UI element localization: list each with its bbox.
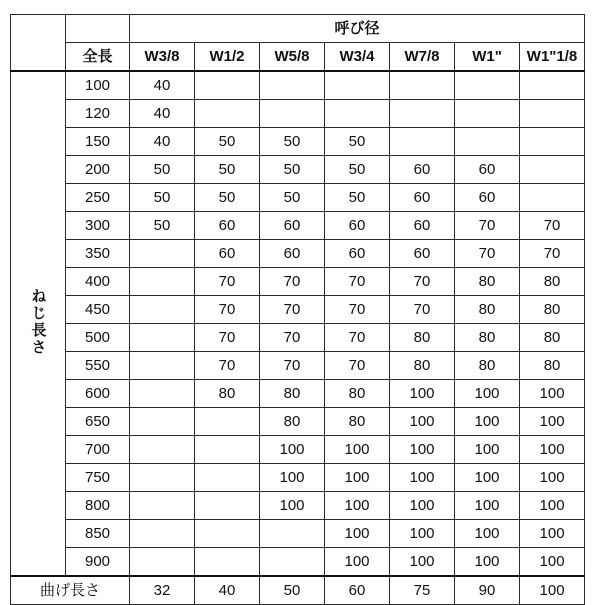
value-cell: 100	[390, 464, 455, 492]
value-cell: 70	[325, 296, 390, 324]
value-cell: 100	[455, 548, 520, 577]
value-cell	[520, 184, 585, 212]
length-cell: 300	[66, 212, 130, 240]
column-header: W3/8	[130, 43, 195, 72]
value-cell: 100	[455, 408, 520, 436]
column-header: W1"	[455, 43, 520, 72]
value-cell: 100	[325, 464, 390, 492]
value-cell: 40	[130, 71, 195, 100]
value-cell: 70	[520, 240, 585, 268]
length-cell: 100	[66, 71, 130, 100]
table-row	[11, 464, 585, 492]
value-cell: 80	[390, 324, 455, 352]
length-cell: 250	[66, 184, 130, 212]
value-cell: 70	[325, 324, 390, 352]
value-cell	[130, 296, 195, 324]
value-cell	[455, 100, 520, 128]
table-row	[11, 156, 585, 184]
value-cell	[260, 100, 325, 128]
value-cell: 100	[520, 548, 585, 577]
value-cell	[130, 520, 195, 548]
column-header: W1/2	[195, 43, 260, 72]
value-cell: 40	[130, 100, 195, 128]
value-cell	[130, 268, 195, 296]
value-cell: 80	[260, 380, 325, 408]
value-cell: 100	[520, 464, 585, 492]
value-cell: 50	[130, 212, 195, 240]
value-cell: 80	[520, 352, 585, 380]
length-cell: 650	[66, 408, 130, 436]
value-cell: 50	[195, 156, 260, 184]
value-cell: 70	[260, 324, 325, 352]
value-cell	[455, 128, 520, 156]
length-cell: 900	[66, 548, 130, 577]
table-row	[11, 212, 585, 240]
header-row-group	[11, 15, 585, 43]
value-cell: 100	[390, 408, 455, 436]
length-cell: 550	[66, 352, 130, 380]
value-cell: 70	[195, 324, 260, 352]
value-cell	[195, 520, 260, 548]
column-header: W5/8	[260, 43, 325, 72]
value-cell	[325, 100, 390, 128]
table-row	[11, 520, 585, 548]
length-cell: 120	[66, 100, 130, 128]
value-cell: 60	[325, 240, 390, 268]
value-cell: 100	[325, 492, 390, 520]
value-cell	[455, 71, 520, 100]
value-cell: 100	[390, 492, 455, 520]
value-cell: 50	[195, 184, 260, 212]
value-cell: 100	[455, 492, 520, 520]
value-cell: 80	[455, 296, 520, 324]
length-cell: 600	[66, 380, 130, 408]
value-cell: 60	[390, 184, 455, 212]
value-cell	[520, 156, 585, 184]
thread-length-label	[11, 71, 66, 576]
column-header: W1"1/8	[520, 43, 585, 72]
value-cell: 70	[325, 268, 390, 296]
value-cell: 100	[455, 464, 520, 492]
value-cell: 50	[260, 184, 325, 212]
bolt-spec-table	[10, 14, 585, 605]
value-cell: 60	[455, 156, 520, 184]
value-cell: 80	[455, 324, 520, 352]
value-cell	[195, 464, 260, 492]
value-cell: 50	[325, 128, 390, 156]
value-cell: 80	[390, 352, 455, 380]
length-cell: 150	[66, 128, 130, 156]
table-row	[11, 184, 585, 212]
value-cell: 50	[130, 184, 195, 212]
value-cell	[520, 100, 585, 128]
value-cell: 100	[260, 492, 325, 520]
value-cell: 100	[390, 380, 455, 408]
length-cell: 850	[66, 520, 130, 548]
value-cell: 100	[390, 436, 455, 464]
value-cell: 100	[390, 548, 455, 577]
bend-length-value: 60	[325, 576, 390, 605]
bend-length-row	[11, 576, 585, 605]
value-cell	[130, 408, 195, 436]
value-cell: 100	[520, 408, 585, 436]
value-cell: 100	[520, 380, 585, 408]
value-cell: 100	[390, 520, 455, 548]
value-cell: 100	[520, 436, 585, 464]
value-cell: 80	[455, 352, 520, 380]
value-cell: 70	[390, 296, 455, 324]
value-cell: 100	[455, 380, 520, 408]
value-cell: 60	[390, 156, 455, 184]
value-cell: 50	[130, 156, 195, 184]
table-row	[11, 436, 585, 464]
table-row	[11, 240, 585, 268]
value-cell: 80	[195, 380, 260, 408]
value-cell: 70	[195, 352, 260, 380]
value-cell	[260, 71, 325, 100]
value-cell: 80	[520, 296, 585, 324]
length-cell: 700	[66, 436, 130, 464]
value-cell	[130, 492, 195, 520]
bend-length-value: 32	[130, 576, 195, 605]
bend-length-label: 曲げ長さ	[11, 576, 130, 605]
length-cell: 500	[66, 324, 130, 352]
value-cell: 80	[520, 268, 585, 296]
value-cell: 80	[325, 380, 390, 408]
nominal-diameter-header: 呼び径	[130, 15, 585, 43]
table-row	[11, 128, 585, 156]
value-cell: 100	[455, 520, 520, 548]
table-row	[11, 71, 585, 100]
bend-length-value: 40	[195, 576, 260, 605]
value-cell	[130, 324, 195, 352]
value-cell: 70	[455, 240, 520, 268]
value-cell	[130, 548, 195, 577]
value-cell	[130, 436, 195, 464]
table-body	[11, 15, 585, 605]
length-cell: 400	[66, 268, 130, 296]
value-cell: 80	[455, 268, 520, 296]
value-cell: 100	[325, 520, 390, 548]
value-cell: 70	[195, 268, 260, 296]
length-header: 全長	[66, 43, 130, 72]
length-cell: 350	[66, 240, 130, 268]
bend-length-value: 50	[260, 576, 325, 605]
value-cell	[390, 128, 455, 156]
value-cell	[260, 520, 325, 548]
value-cell: 60	[390, 240, 455, 268]
bend-length-value: 90	[455, 576, 520, 605]
corner-cell-blank	[66, 15, 130, 43]
value-cell: 100	[325, 436, 390, 464]
value-cell: 100	[520, 492, 585, 520]
corner-cell	[11, 15, 66, 72]
value-cell: 70	[260, 268, 325, 296]
value-cell: 70	[455, 212, 520, 240]
value-cell: 70	[260, 296, 325, 324]
value-cell: 50	[260, 128, 325, 156]
value-cell: 60	[195, 240, 260, 268]
value-cell: 60	[390, 212, 455, 240]
value-cell	[195, 436, 260, 464]
value-cell	[260, 548, 325, 577]
header-row-columns	[11, 43, 585, 72]
length-cell: 450	[66, 296, 130, 324]
value-cell	[130, 352, 195, 380]
thread-length-label-text: ねじ長さ	[29, 288, 47, 356]
value-cell: 100	[260, 464, 325, 492]
value-cell	[130, 464, 195, 492]
value-cell: 80	[260, 408, 325, 436]
value-cell: 70	[195, 296, 260, 324]
value-cell	[390, 100, 455, 128]
value-cell: 60	[260, 240, 325, 268]
value-cell: 60	[260, 212, 325, 240]
value-cell: 100	[260, 436, 325, 464]
value-cell	[390, 71, 455, 100]
value-cell: 50	[260, 156, 325, 184]
length-cell: 750	[66, 464, 130, 492]
table-row	[11, 100, 585, 128]
bend-length-value: 100	[520, 576, 585, 605]
value-cell: 50	[195, 128, 260, 156]
table-row	[11, 296, 585, 324]
value-cell: 70	[520, 212, 585, 240]
value-cell: 100	[325, 548, 390, 577]
value-cell	[520, 71, 585, 100]
table-row	[11, 380, 585, 408]
table-row	[11, 352, 585, 380]
value-cell: 70	[390, 268, 455, 296]
table-row	[11, 408, 585, 436]
value-cell	[130, 380, 195, 408]
bend-length-value: 75	[390, 576, 455, 605]
table-row	[11, 324, 585, 352]
value-cell	[195, 548, 260, 577]
value-cell: 80	[520, 324, 585, 352]
value-cell: 70	[260, 352, 325, 380]
table-row	[11, 492, 585, 520]
length-cell: 800	[66, 492, 130, 520]
value-cell	[195, 408, 260, 436]
value-cell: 80	[325, 408, 390, 436]
value-cell	[325, 71, 390, 100]
value-cell: 60	[325, 212, 390, 240]
value-cell: 50	[325, 156, 390, 184]
value-cell	[195, 71, 260, 100]
value-cell	[195, 492, 260, 520]
table-row	[11, 268, 585, 296]
value-cell: 100	[455, 436, 520, 464]
column-header: W7/8	[390, 43, 455, 72]
value-cell: 50	[325, 184, 390, 212]
value-cell	[195, 100, 260, 128]
value-cell: 60	[455, 184, 520, 212]
value-cell: 40	[130, 128, 195, 156]
value-cell	[520, 128, 585, 156]
value-cell: 70	[325, 352, 390, 380]
length-cell: 200	[66, 156, 130, 184]
table-row	[11, 548, 585, 577]
value-cell: 60	[195, 212, 260, 240]
column-header: W3/4	[325, 43, 390, 72]
value-cell: 100	[520, 520, 585, 548]
value-cell	[130, 240, 195, 268]
